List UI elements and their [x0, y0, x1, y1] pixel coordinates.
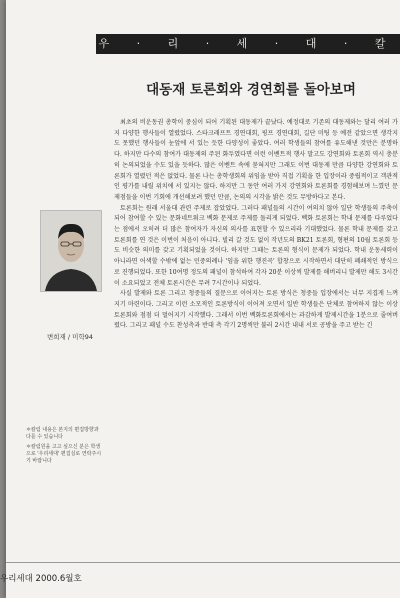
issue-footer: 우리세대 2000.6월호 — [0, 574, 82, 584]
article-paragraph: 사실 발제와 토론 그리고 청중들의 질문으로 이어지는 토론 방식은 청중들 입장에서는 너무 지겹게 느껴지기 마련이다. 그리고 이런 소모적인 토론방식이 이어져 오면서 일반 학생들은 단체로 참여하지 않는 이상 토론회와 점점 더 멀어지기 시작했다. 그래서 이번 벡화토론회에서는 과감하게 발제시간을 1분으로 줄여버렸다. 그리고 패널 수도 찬성측과 반대 측 각기 2명씩만 불러 2시간 내내 서로 공방을 주고 받는 긴 — [114, 290, 398, 330]
footer-divider — [6, 562, 400, 563]
column-banner: 우 · 리 · 세 · 대 · 칼 · 럼 — [96, 34, 400, 54]
editor-note: ＊칼럼 내용은 본지의 편집방향과 다를 수 있습니다 — [26, 427, 99, 441]
editor-note: ＊칼럼원을 고고 싶으신 분은 학생으로 '우리세대' 편집실로 연락주시기 바랍니다 — [26, 443, 102, 464]
article-paragraph: 토론회는 원래 서울대 관련 주제로 잡았었다. 그러다 패널들의 시간이 여의치 않아 일단 학생들의 주축이 되어 참여할 수 있는 문화네트워크 벡화 문제로 주제를 돌리게 되었다. 벡화 토론회는 학내 문제를 다루었다는 점에서 오히려 더 많은 참여자가 자신의 의사를 표현할 수 있으리라 기대했었다. 물론 학내 문제를 갖고 토론회를 연 것은 이번이 처음이 아니다. 빌리 갈 것도 없이 작년도의 BK21 토론회, 형편의 10월 토론회 등도 비슷한 의미를 갖고 기획되었을 것이다. 하지만 그때는 토론의 형식이 문제가 되었다. 학내 운동세력이 아니라면 어색할 수밖에 없는 민중의례나 '임을 위한 행진곡' 합창으로 시작하면서 대단히 폐쇄적인 방식으로 진행되었다. 또한 10여명 정도의 패널이 참석하여 각자 20분 이상씩 발제를 해버리니 발제만 해도 3시간이 소요되었고 전체 토론시간은 무려 7시간이나 되었다. — [114, 204, 398, 287]
article-paragraph: 최초의 비운동권 총학이 중심이 되어 기획된 대동제가 끝났다. 예정대로 기존의 대동제와는 달리 여러 가지 다양한 행사들이 열렸었다. 스타크래프트 경연대회, 핑프 경연대회, 길단 미팅 등 예전 같았으면 생각지도 못했던 행사들이 눈앞에 서 있는 듯한 다양성이 좋았다. 여러 학생들의 참여를 유도해낸 것만은 분명하다. 하지만 다수의 참여가 대동제의 주된 화두였다면 이런 이벤트적 행사 말고도 강연회와 토론회 역시 충분히 논의되었을 수도 있을 듯하다. 많은 이벤트 속에 묻혀지만 그래도 이번 대동제 만큼 다양한 강연회와 토론회가 열렸던 적은 없었다. 물론 나는 총학생회의 위임을 받아 직접 기획을 한 입장이라 중립적이고 객관적인 평가를 내릴 위치에 서 있지는 않다. 하지만 그 동안 여러 가지 강연회와 토론회를 경험해보며 느꼈던 문제점들을 이번 기회에 개선해보려 했던 만큼, 논의의 시각을 밝은 것도 무방하다고 본다. — [114, 119, 398, 201]
author-caption: 변희재 / 미학94 — [47, 333, 93, 341]
article-body — [114, 118, 398, 568]
editor-notes — [26, 427, 104, 467]
author-photo — [40, 210, 102, 292]
author-portrait-image — [41, 211, 101, 291]
article-title: 대동재 토론회와 경연회를 돌아보며 — [146, 82, 356, 98]
magazine-page — [6, 0, 400, 598]
